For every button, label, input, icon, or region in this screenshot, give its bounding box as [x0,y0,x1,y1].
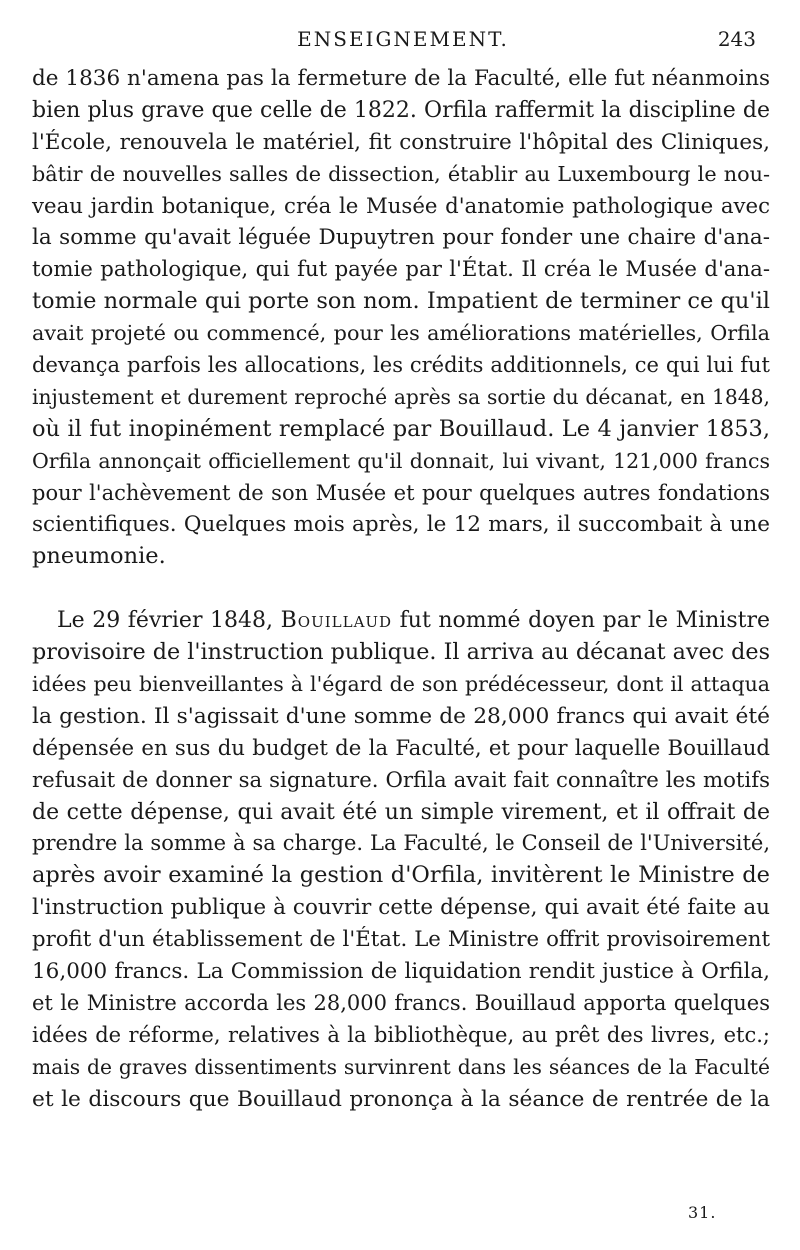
text-line-first [32,605,770,637]
text-line: devança parfois les allocations, les crédits additionnels, ce qui lui fut [32,353,770,378]
page-number: 243 [717,27,756,51]
text-line: de 1836 n'amena pas la fermeture de la Faculté, elle fut néanmoins [32,66,770,91]
text-line: idées de réforme, relatives à la bibliothèque, au prêt des livres, etc.; [32,1022,770,1047]
paragraph-gap [32,573,770,605]
text-line: et le discours que Bouillaud prononça à la séance de rentrée de la [32,1086,770,1112]
text-line: bâtir de nouvelles salles de dissection, établir au Luxembourg le nou- [32,161,770,186]
running-head-title: ENSEIGNEMENT. [297,27,509,51]
paragraph-1 [32,63,770,573]
running-head [0,24,800,54]
text-run: Le 29 février 1848, [57,608,281,634]
text-line: idées peu bienveillantes à l'égard de son prédécesseur, dont il attaqua [32,672,770,697]
text-line: veau jardin botanique, créa le Musée d'anatomie pathologique avec [32,193,770,219]
text-line: injustement et durement reproché après sa sortie du décanat, en 1848, [32,384,770,409]
text-line: de cette dépense, qui avait été un simple virement, et il offrait de [32,799,770,825]
text-line: provisoire de l'instruction publique. Il arriva au décanat avec des [32,639,770,666]
text-line: pneumonie. [32,543,166,570]
text-line: après avoir examiné la gestion d'Orfila, invitèrent le Ministre de [32,862,770,889]
text-line: 16,000 francs. La Commission de liquidation rendit justice à Orfila, [32,959,770,985]
text-line: dépensée en sus du budget de la Faculté, et pour laquelle Bouillaud [32,735,770,761]
text-line: tomie normale qui porte son nom. Impatient de terminer ce qu'il [32,288,770,315]
text-line: la somme qu'avait léguée Dupuytren pour fonder une chaire d'ana- [32,225,770,251]
text-line: scientifiques. Quelques mois après, le 12 mars, il succombait à une [32,512,770,538]
text-line: où il fut inopinément remplacé par Bouillaud. Le 4 janvier 1853, [32,415,770,442]
text-line: refusait de donner sa signature. Orfila avait fait connaître les motifs [32,767,770,793]
text-line: pour l'achèvement de son Musée et pour quelques autres fondations [32,480,770,505]
text-line: mais de graves dissentiments survinrent dans les séances de la Faculté [32,1054,770,1079]
text-run: fut nommé doyen par le Ministre [392,608,771,634]
signature-mark: 31. [688,1203,717,1222]
paragraph-2 [32,605,770,1115]
text-line: profit d'un établissement de l'État. Le Ministre offrit provisoirement [32,927,770,953]
text-line: la gestion. Il s'agissait d'une somme de 28,000 francs qui avait été [32,703,770,729]
text-line: l'École, renouvela le matériel, fit construire l'hôpital des Cliniques, [32,129,770,155]
text-line: prendre la somme à sa charge. La Faculté, le Conseil de l'Université, [32,831,770,856]
text-line: bien plus grave que celle de 1822. Orfila raffermit la discipline de [32,97,770,123]
text-line: l'instruction publique à couvrir cette dépense, qui avait été faite au [32,895,770,921]
text-line: et le Ministre accorda les 28,000 francs. Bouillaud apporta quelques [32,990,770,1015]
dean-name: Bouillaud [280,608,393,634]
body-text [32,63,770,1116]
text-line: avait projeté ou commencé, pour les améliorations matérielles, Orfila [32,321,770,346]
text-line: tomie pathologique, qui fut payée par l'État. Il créa le Musée d'ana- [32,257,770,283]
text-line: Orfila annonçait officiellement qu'il donnait, lui vivant, 121,000 francs [32,448,770,473]
